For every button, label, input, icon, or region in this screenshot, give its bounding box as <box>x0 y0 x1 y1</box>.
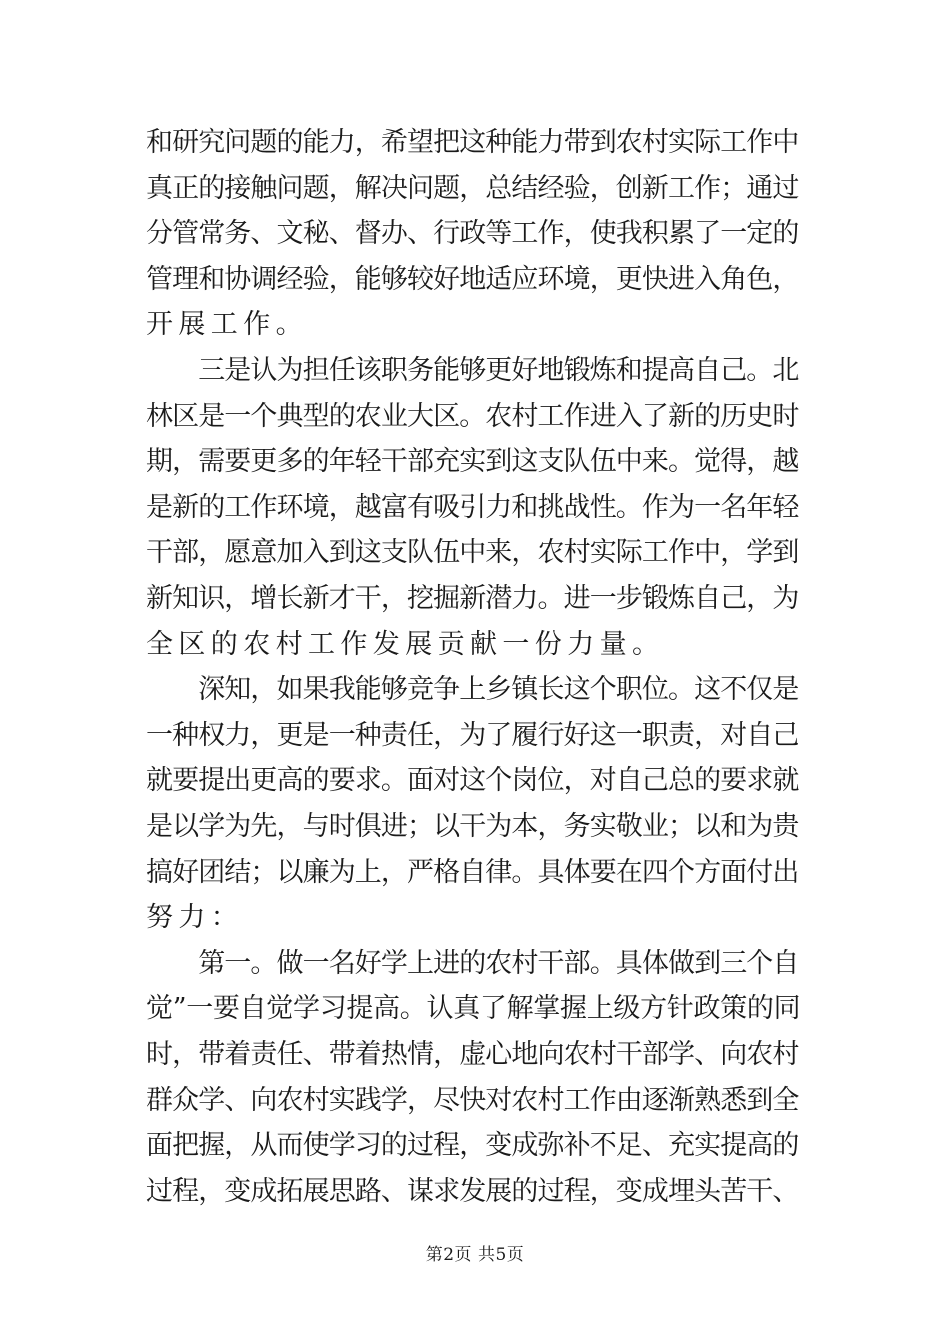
text-line: 是以学为先，与时俱进；以干为本，务实敬业；以和为贵 <box>146 811 799 842</box>
text-line: 一种权力，更是一种责任，为了履行好这一职责，对自己 <box>146 720 799 751</box>
text-line: 管理和协调经验，能够较好地适应环境，更快进入角色， <box>146 264 799 295</box>
text-line: 新知识，增长新才干，挖掘新潜力。进一步锻炼自己，为 <box>146 583 799 614</box>
text-line: 林区是一个典型的农业大区。农村工作进入了新的历史时 <box>146 401 799 432</box>
text-line: 分管常务、文秘、督办、行政等工作，使我积累了一定的 <box>146 218 799 249</box>
text-line: 搞好团结；以廉为上，严格自律。具体要在四个方面付出 <box>146 857 799 888</box>
text-line: 是新的工作环境，越富有吸引力和挑战性。作为一名年轻 <box>146 492 799 523</box>
text-line: 三是认为担任该职务能够更好地锻炼和提高自己。北 <box>146 355 799 386</box>
text-line: 开展工作。 <box>146 309 308 340</box>
text-line: 期，需要更多的年轻干部充实到这支队伍中来。觉得，越 <box>146 446 799 477</box>
text-line: 就要提出更高的要求。面对这个岗位，对自己总的要求就 <box>146 765 799 796</box>
page-footer: 第2页 共5页 <box>425 1245 525 1265</box>
text-line: 第一。做一名好学上进的农村干部。具体做到三个自 <box>146 948 799 979</box>
text-line: 努力： <box>146 902 244 933</box>
text-line: 群众学、向农村实践学，尽快对农村工作由逐渐熟悉到全 <box>146 1085 799 1116</box>
text-line: 深知，如果我能够竞争上乡镇长这个职位。这不仅是 <box>146 674 799 705</box>
text-line: 全区的农村工作发展贡献一份力量。 <box>146 629 665 660</box>
text-line: 面把握，从而使学习的过程，变成弥补不足、充实提高的 <box>146 1130 799 1161</box>
text-line: 干部，愿意加入到这支队伍中来，农村实际工作中，学到 <box>146 537 799 568</box>
text-line: 过程，变成拓展思路、谋求发展的过程，变成埋头苦干、 <box>146 1176 799 1207</box>
text-line: 和研究问题的能力，希望把这种能力带到农村实际工作中 <box>146 127 799 158</box>
text-line: 觉”一要自觉学习提高。认真了解掌握上级方针政策的同 <box>146 993 801 1024</box>
text-line: 真正的接触问题，解决问题，总结经验，创新工作；通过 <box>146 173 799 204</box>
text-line: 时，带着责任、带着热情，虚心地向农村干部学、向农村 <box>146 1039 799 1070</box>
